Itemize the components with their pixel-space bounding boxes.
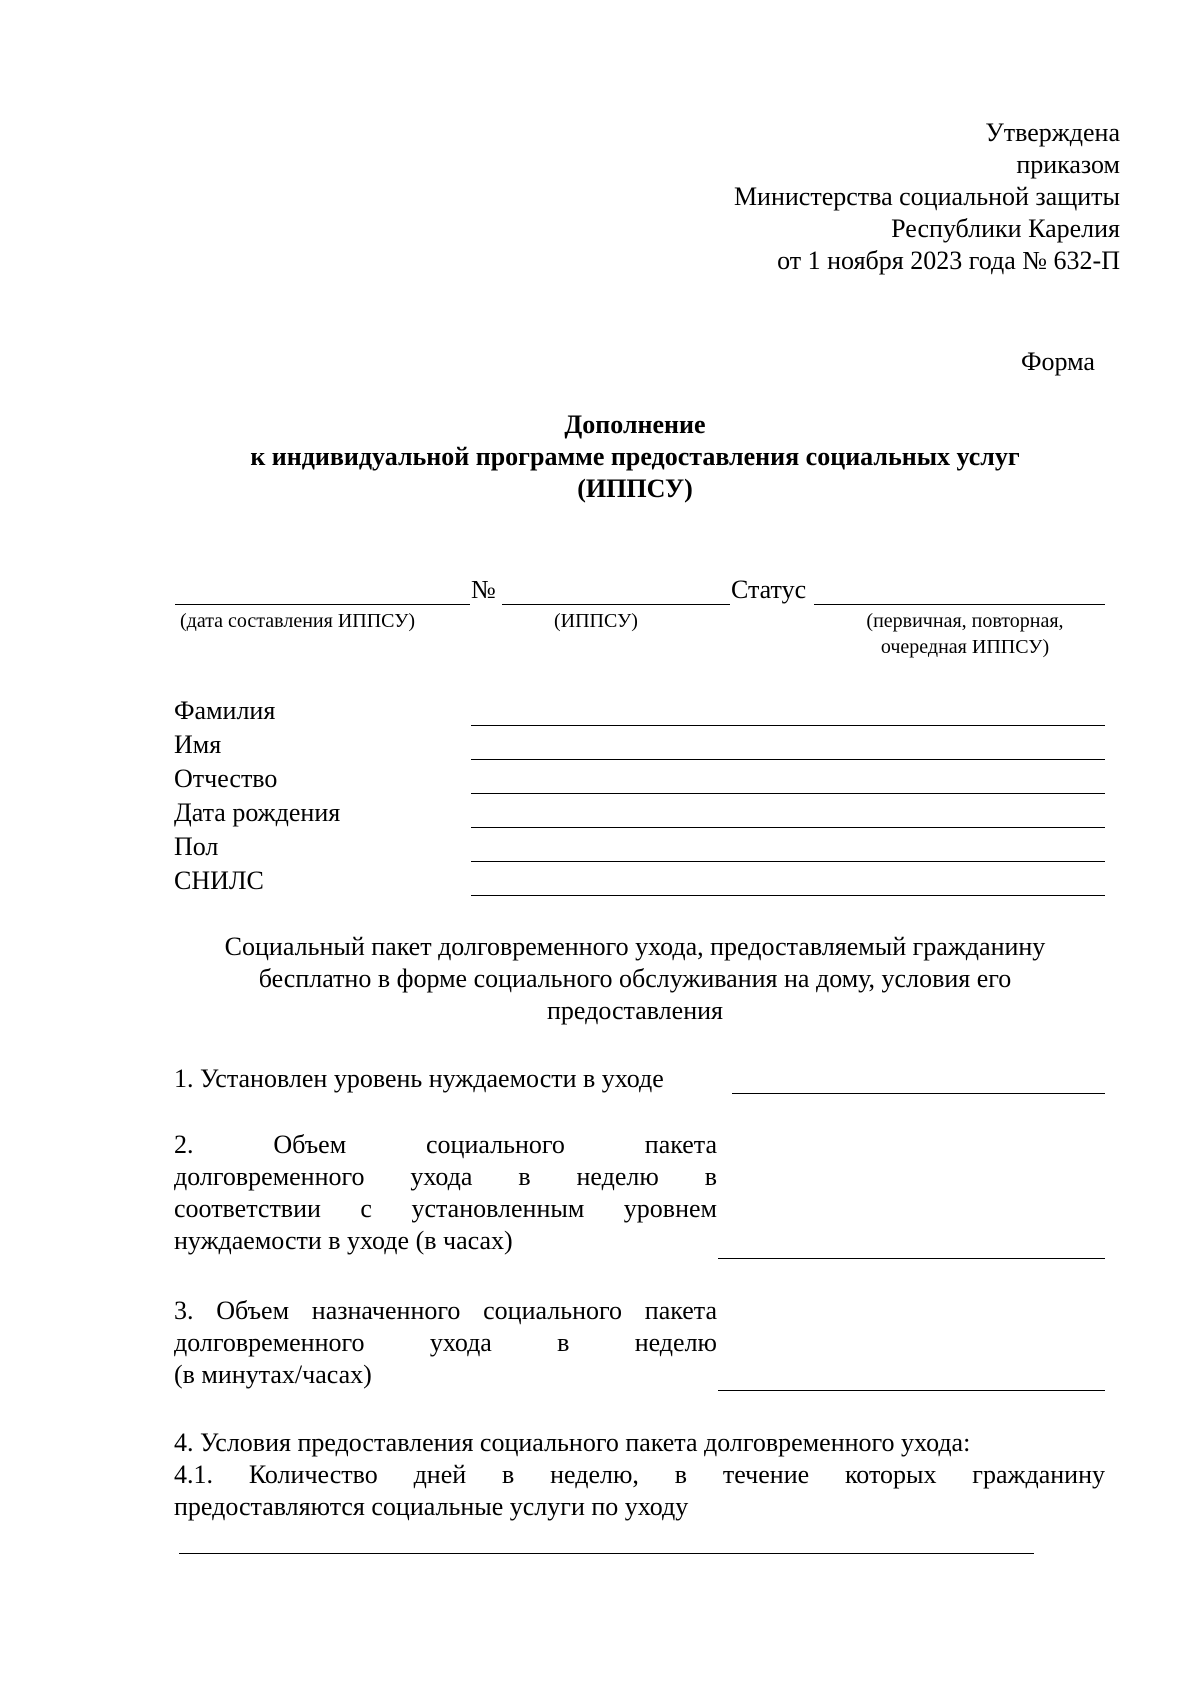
- surname-input-line[interactable]: [471, 725, 1105, 726]
- personal-field-label: Отчество: [174, 764, 278, 793]
- date-caption: (дата составления ИППСУ): [180, 610, 416, 632]
- item-4-text: [174, 1427, 1105, 1523]
- word: 2.: [174, 1130, 194, 1159]
- word: в: [704, 1162, 717, 1191]
- number-input-line[interactable]: [502, 604, 730, 605]
- status-caption: [820, 608, 1110, 660]
- item-1-text: 1. Установлен уровень нуждаемости в уходе: [174, 1064, 664, 1093]
- number-sign: №: [471, 575, 496, 604]
- approval-line: Утверждена: [985, 118, 1120, 147]
- package-heading-line: бесплатно в форме социального обслуживания на дому, условия его: [258, 964, 1012, 993]
- personal-field-label: Дата рождения: [174, 798, 341, 827]
- personal-field-label: Пол: [174, 832, 219, 861]
- personal-field-label: Фамилия: [174, 696, 276, 725]
- personal-field-label: СНИЛС: [174, 866, 264, 895]
- item-3-text: [174, 1295, 717, 1391]
- status-label: Статус: [731, 575, 807, 604]
- assigned-volume-input-line[interactable]: [718, 1390, 1105, 1391]
- item-4-line: 4. Условия предоставления социального пакета долговременного ухода:: [174, 1428, 971, 1457]
- word: долговременного: [174, 1162, 365, 1191]
- item-4-line: 4.1. Количество дней в неделю, в течение которых гражданину: [174, 1460, 1105, 1489]
- package-heading: [120, 931, 1150, 1027]
- personal-field-label: Имя: [174, 730, 222, 759]
- title-line: Дополнение: [564, 410, 706, 439]
- birthdate-input-line[interactable]: [471, 827, 1105, 828]
- date-input-line[interactable]: [175, 604, 470, 605]
- document-title: [120, 409, 1150, 505]
- item-2-line: [174, 1129, 717, 1161]
- word: неделю: [576, 1162, 659, 1191]
- word: Объем: [273, 1130, 347, 1159]
- package-heading-line: Социальный пакет долговременного ухода, предоставляемый гражданину: [224, 932, 1046, 961]
- item-3-line: 3. Объем назначенного социального пакета: [174, 1296, 717, 1325]
- approval-block: [600, 117, 1120, 277]
- sex-input-line[interactable]: [471, 861, 1105, 862]
- number-caption: (ИППСУ): [554, 610, 638, 632]
- patronymic-input-line[interactable]: [471, 793, 1105, 794]
- item-2-line: [174, 1193, 717, 1225]
- word: соответствии: [174, 1194, 321, 1223]
- form-label: Форма: [1021, 347, 1095, 376]
- word: в: [557, 1328, 570, 1357]
- approval-line: Республики Карелия: [891, 214, 1120, 243]
- item-2-line: нуждаемости в уходе (в часах): [174, 1226, 513, 1255]
- status-input-line[interactable]: [814, 604, 1105, 605]
- days-per-week-input-line[interactable]: [179, 1553, 1034, 1554]
- word: долговременного: [174, 1328, 365, 1357]
- snils-input-line[interactable]: [471, 895, 1105, 896]
- item-3-line: (в минутах/часах): [174, 1360, 372, 1389]
- word: пакета: [644, 1130, 717, 1159]
- status-caption-line: (первичная, повторная,: [866, 610, 1064, 632]
- package-volume-input-line[interactable]: [718, 1258, 1105, 1259]
- approval-line: Министерства социальной защиты: [733, 182, 1120, 211]
- word: уровнем: [623, 1194, 717, 1223]
- word: ухода: [429, 1328, 492, 1357]
- name-input-line[interactable]: [471, 759, 1105, 760]
- word: установленным: [411, 1194, 585, 1223]
- word: в: [518, 1162, 531, 1191]
- word: социального: [426, 1130, 565, 1159]
- title-line: к индивидуальной программе предоставления социальных услуг: [250, 442, 1020, 471]
- word: ухода: [410, 1162, 473, 1191]
- status-caption-line: очередная ИППСУ): [880, 636, 1050, 658]
- approval-line: приказом: [1016, 150, 1120, 179]
- word: с: [360, 1194, 372, 1223]
- word: неделю: [634, 1328, 717, 1357]
- item-4-line: предоставляются социальные услуги по уходу: [174, 1492, 689, 1521]
- item-2-text: [174, 1129, 717, 1257]
- approval-line: от 1 ноября 2023 года № 632-П: [777, 246, 1120, 275]
- title-line: (ИППСУ): [577, 474, 693, 503]
- package-heading-line: предоставления: [547, 996, 723, 1025]
- need-level-input-line[interactable]: [732, 1093, 1105, 1094]
- item-3-line: [174, 1327, 717, 1359]
- item-2-line: [174, 1161, 717, 1193]
